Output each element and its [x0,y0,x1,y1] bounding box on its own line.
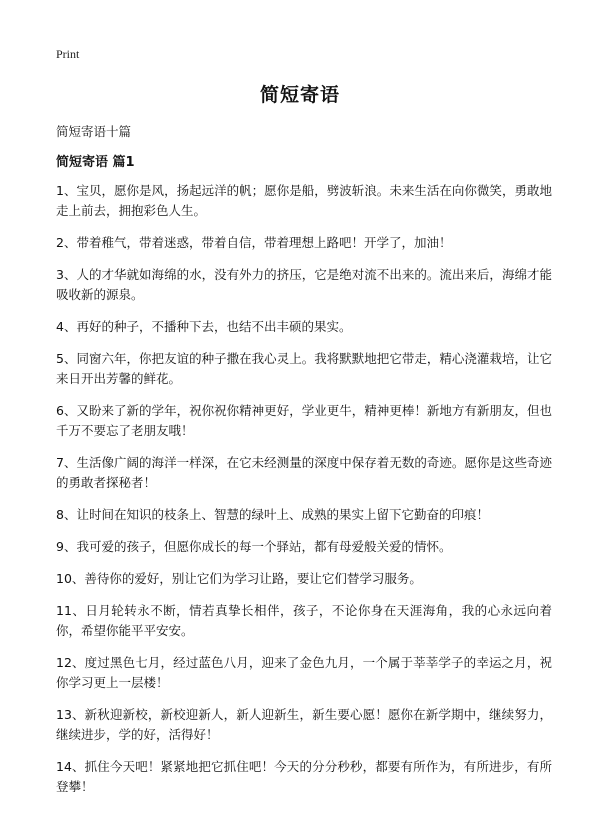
message-item: 9、我可爱的孩子，但愿你成长的每一个驿站，都有母爱般关爱的情怀。 [56,539,452,554]
message-item: 2、带着稚气，带着迷惑，带着自信，带着理想上路吧！开学了，加油！ [56,235,452,250]
message-item: 7、生活像广阔的海洋一样深，在它未经测量的深度中保存着无数的奇迹。愿你是这些奇迹的勇敢者探秘者！ [56,455,552,490]
message-item: 10、善待你的爱好，别让它们为学习让路，要让它们替学习服务。 [56,571,422,586]
message-item: 3、人的才华就如海绵的水，没有外力的挤压，它是绝对流不出来的。流出来后，海绵才能吸收新的源泉。 [56,267,552,302]
message-item: 12、度过黑色七月，经过蓝色八月，迎来了金色九月，一个属于莘莘学子的幸运之月，祝你学习更上一层楼！ [56,655,552,690]
message-item: 14、抓住今天吧！紧紧地把它抓住吧！今天的分分秒秒，都要有所作为，有所进步，有所登攀！ [56,759,552,794]
message-item: 1、宝贝，愿你是风，扬起远洋的帆；愿你是船，劈波斩浪。未来生活在向你微笑，勇敢地走上前去，拥抱彩色人生。 [56,183,552,218]
message-item: 13、新秋迎新校，新校迎新人，新人迎新生，新生要心愿！愿你在新学期中，继续努力，继续进步，学的好，活得好！ [56,707,552,742]
message-list [56,181,552,809]
document-title: 简短寄语 [259,84,340,106]
message-item: 6、又盼来了新的学年，祝你祝你精神更好，学业更牛，精神更棒！新地方有新朋友，但也千万不要忘了老朋友哦！ [56,403,552,438]
message-item: 4、再好的种子，不播种下去，也结不出丰硕的果实。 [56,319,352,334]
message-item: 8、让时间在知识的枝条上、智慧的绿叶上、成熟的果实上留下它勤奋的印痕！ [56,507,489,522]
document-subtitle: 简短寄语十篇 [56,124,132,139]
message-item: 11、日月轮转永不断，情若真挚长相伴，孩子，不论你身在天涯海角，我的心永远向着你，希望你能平平安安。 [56,603,552,638]
section-heading: 简短寄语 篇1 [56,155,135,170]
message-item: 5、同窗六年，你把友谊的种子撒在我心灵上。我将默默地把它带走，精心浇灌栽培，让它来日开出芳馨的鲜花。 [56,351,552,386]
print-label: Print [56,47,80,61]
